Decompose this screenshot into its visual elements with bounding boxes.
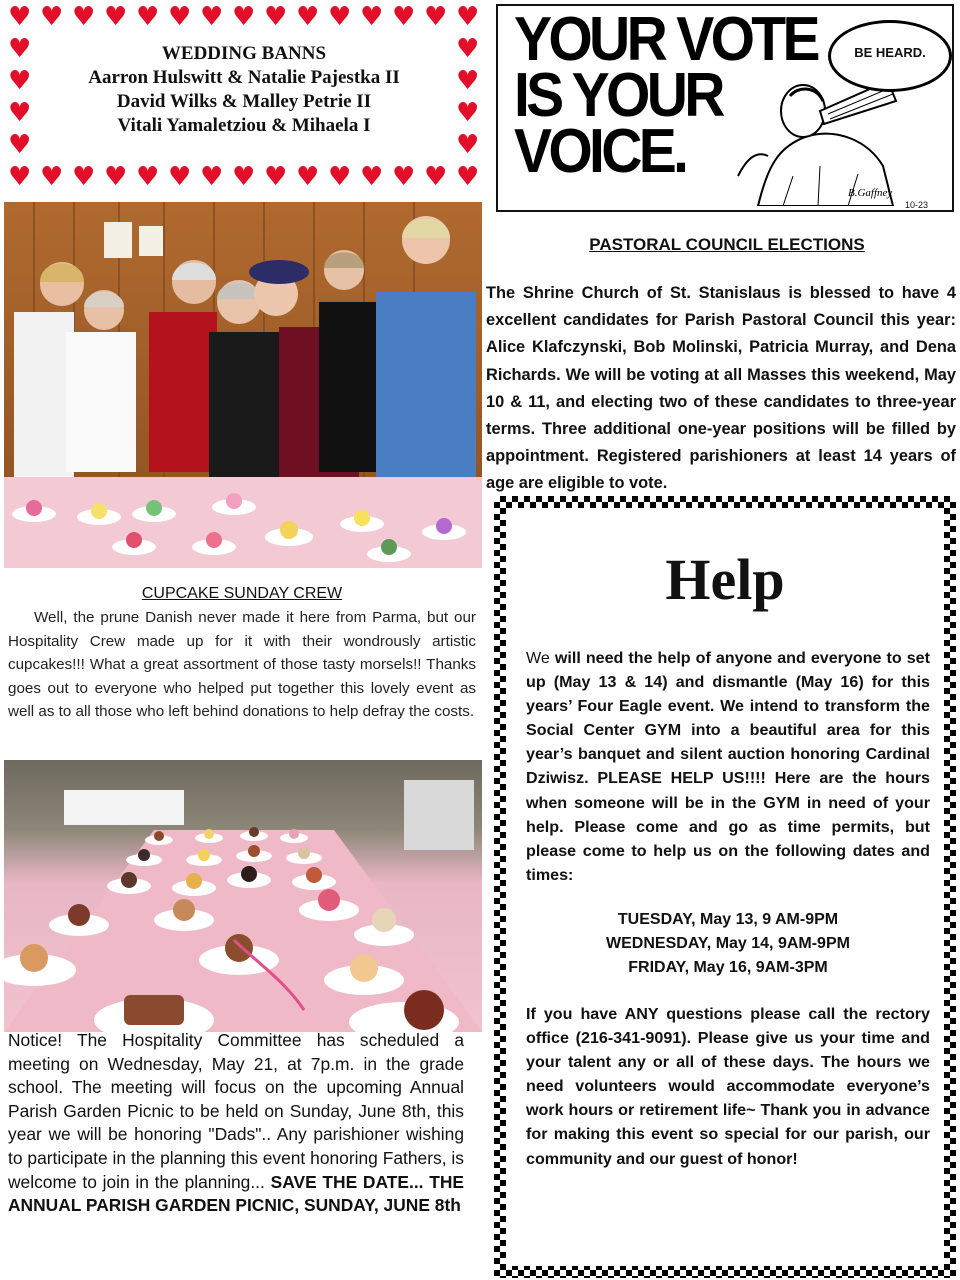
heart-icon: ♥ (136, 2, 160, 32)
vote-headline-line2: IS YOUR (514, 61, 722, 130)
heart-icon: ♥ (424, 162, 448, 192)
vote-cartoon (496, 4, 954, 212)
vote-headline-line3: VOICE. (514, 117, 686, 186)
heart-icon: ♥ (392, 2, 416, 32)
svg-text:B.Gaffney: B.Gaffney (848, 187, 893, 199)
help-body-main: will need the help of anyone and everyone to set up (May 13 & 14) and dismantle (May 16) for this years’ Four Eagle event. We intend to transform the Social Center GYM into a beautiful area for this year’s banquet and silent auction honoring Cardinal Dziwisz. PLEASE HELP US!!!! Here are the hours when someone will be in the GYM in need of your help. Please come and go as time permits, but please come to help us on the following dates and times: (526, 649, 930, 884)
pastoral-body: The Shrine Church of St. Stanislaus is blessed to have 4 excellent candidates for Parish Pastoral Council this year: Alice Klafczynski, Bob Molinski, Patricia Murray, and Dena Richards. We will be voting at all Masses this weekend, May 10 & 11, and electing two of these candidates to three-year terms. Three additional one-year positions will be filled by appointment. Registered parishioners at least 14 years of age are eligible to vote. (486, 284, 956, 493)
heart-icon: ♥ (40, 162, 64, 192)
heart-icon: ♥ (296, 2, 320, 32)
help-date-wednesday: WEDNESDAY, May 14, 9AM-9PM (606, 935, 850, 952)
cartoon-date-mark: 10-23 (904, 200, 928, 210)
banns-couple-3: Vitali Yamaletziou & Mihaela I (117, 115, 371, 136)
heart-icon: ♥ (328, 2, 352, 32)
wedding-banns-title: WEDDING BANNS (161, 43, 327, 64)
wedding-banns-box (4, 4, 482, 194)
speech-bubble (828, 20, 952, 92)
heart-icon: ♥ (456, 130, 480, 160)
wedding-banns-text (44, 42, 444, 138)
heart-icon: ♥ (232, 162, 256, 192)
heart-icon: ♥ (424, 2, 448, 32)
heart-icon: ♥ (360, 2, 384, 32)
help-box (494, 496, 956, 1278)
cupcake-body: Well, the prune Danish never made it here from Parma, but our Hospitality Crew made up for it with their wondrously artistic cupcakes!!! What a great assortment of those tasty morsels!! Thanks goes out to everyone who helped put together this lovely event as well as to all those who left behind donations to help defray the costs. (8, 609, 476, 721)
notice-text (8, 1029, 464, 1218)
heart-icon: ♥ (200, 162, 224, 192)
heart-icon: ♥ (168, 2, 192, 32)
heart-icon: ♥ (456, 162, 480, 192)
help-body-prefix: We (526, 649, 550, 667)
help-dates (526, 908, 930, 980)
pastoral-heading: PASTORAL COUNCIL ELECTIONS (589, 235, 865, 254)
heart-icon: ♥ (8, 98, 32, 128)
heart-icon: ♥ (392, 162, 416, 192)
cupcake-table-illustration (4, 760, 482, 1032)
heart-icon: ♥ (232, 2, 256, 32)
heart-icon: ♥ (8, 130, 32, 160)
heart-icon: ♥ (40, 2, 64, 32)
heart-icon: ♥ (104, 162, 128, 192)
heart-icon: ♥ (8, 162, 32, 192)
heart-icon: ♥ (456, 98, 480, 128)
heart-icon: ♥ (168, 162, 192, 192)
crew-photo-illustration (4, 202, 482, 568)
heart-icon: ♥ (264, 2, 288, 32)
heart-icon: ♥ (360, 162, 384, 192)
notice-body: Notice! The Hospitality Committee has scheduled a meeting on Wednesday, May 21, at 7p.m. in the grade school. The meeting will focus on the upcoming Annual Parish Garden Picnic to be held on Sunday, June 8th, this year we will be honoring "Dads".. Any parishioner wishing to participate in the planning this event honoring Fathers, is welcome to join in the planning... (8, 1030, 464, 1192)
help-date-tuesday: TUESDAY, May 13, 9 AM-9PM (617, 911, 839, 928)
help-closing: If you have ANY questions please call the rectory office (216-341-9091). Please give us your time and your talent any or all of these days. The hours we need volunteers would accommodate everyone’s work hours or retirement life~ Thank you in advance for making this event so special for our parish, our community and our guest of honor! (526, 1005, 930, 1168)
cupcake-heading: CUPCAKE SUNDAY CREW (141, 585, 343, 602)
heart-icon: ♥ (456, 34, 480, 64)
speech-bubble-text: BE HEARD. (854, 45, 926, 60)
help-date-friday: FRIDAY, May 16, 9AM-3PM (628, 959, 828, 976)
heart-icon: ♥ (72, 2, 96, 32)
heart-icon: ♥ (200, 2, 224, 32)
help-title: Help (665, 547, 785, 612)
banns-couple-1: Aarron Hulswitt & Natalie Pajestka II (88, 67, 400, 88)
heart-icon: ♥ (264, 162, 288, 192)
heart-icon: ♥ (104, 2, 128, 32)
heart-icon: ♥ (456, 66, 480, 96)
heart-icon: ♥ (8, 66, 32, 96)
banns-couple-2: David Wilks & Malley Petrie II (116, 91, 372, 112)
heart-icon: ♥ (296, 162, 320, 192)
heart-icon: ♥ (8, 2, 32, 32)
vote-headline-line1: YOUR VOTE (514, 5, 817, 74)
heart-icon: ♥ (328, 162, 352, 192)
crew-group-photo (4, 202, 482, 568)
heart-icon: ♥ (456, 2, 480, 32)
heart-icon: ♥ (8, 34, 32, 64)
notice-save-the-date: SAVE THE DATE... THE ANNUAL PARISH GARDEN PICNIC, SUNDAY, JUNE 8th (8, 1171, 464, 1216)
heart-icon: ♥ (72, 162, 96, 192)
help-body (526, 646, 930, 887)
cupcake-table-photo (4, 760, 482, 1032)
heart-icon: ♥ (136, 162, 160, 192)
